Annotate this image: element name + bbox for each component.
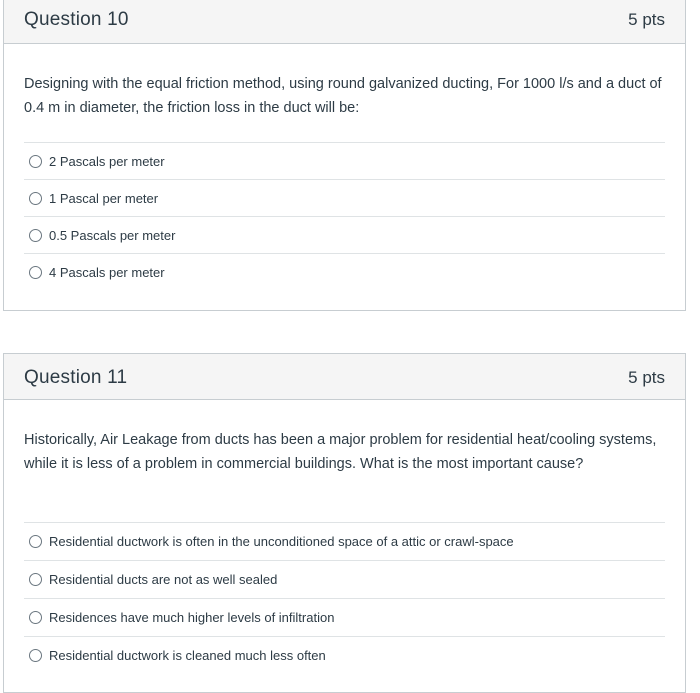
answer-label: Residences have much higher levels of infiltration	[49, 610, 335, 625]
answer-label: Residential ductwork is often in the unconditioned space of a attic or crawl-space	[49, 534, 514, 549]
answer-option[interactable]	[24, 560, 665, 598]
question-title: Question 11	[24, 367, 128, 388]
answer-label: 1 Pascal per meter	[49, 190, 159, 206]
radio-button[interactable]	[29, 573, 42, 586]
answer-option[interactable]	[24, 142, 665, 179]
answer-label: 2 Pascals per meter	[49, 153, 165, 169]
question-title: Question 10	[24, 9, 129, 30]
answer-label: Residential ducts are not as well sealed	[49, 572, 278, 587]
question-11-card	[3, 353, 686, 693]
question-text: Historically, Air Leakage from ducts has been a major problem for residential heat/cooling systems, while it is less of a problem in commercial buildings. What is the most important cause?	[24, 432, 657, 472]
radio-button[interactable]	[29, 611, 42, 624]
question-header	[4, 0, 685, 44]
question-points: 5 pts	[628, 10, 665, 29]
answer-option[interactable]	[24, 216, 665, 253]
question-text: Designing with the equal friction method, using round galvanized ducting, For 1000 l/s and a duct of 0.4 m in diameter, the friction loss in the duct will be:	[24, 76, 662, 116]
answer-label: 4 Pascals per meter	[49, 264, 165, 280]
radio-button[interactable]	[29, 155, 42, 168]
answer-label: Residential ductwork is cleaned much less often	[49, 648, 326, 663]
answer-option[interactable]	[24, 253, 665, 290]
radio-button[interactable]	[29, 229, 42, 242]
question-points: 5 pts	[628, 368, 665, 387]
radio-button[interactable]	[29, 649, 42, 662]
answer-list	[24, 142, 665, 290]
answer-label: 0.5 Pascals per meter	[49, 227, 176, 243]
answer-list	[24, 522, 665, 674]
question-header	[4, 354, 685, 400]
answer-option[interactable]	[24, 636, 665, 674]
answer-option[interactable]	[24, 522, 665, 560]
answer-option[interactable]	[24, 598, 665, 636]
question-10-card	[3, 0, 686, 311]
radio-button[interactable]	[29, 192, 42, 205]
radio-button[interactable]	[29, 535, 42, 548]
radio-button[interactable]	[29, 266, 42, 279]
answer-option[interactable]	[24, 179, 665, 216]
